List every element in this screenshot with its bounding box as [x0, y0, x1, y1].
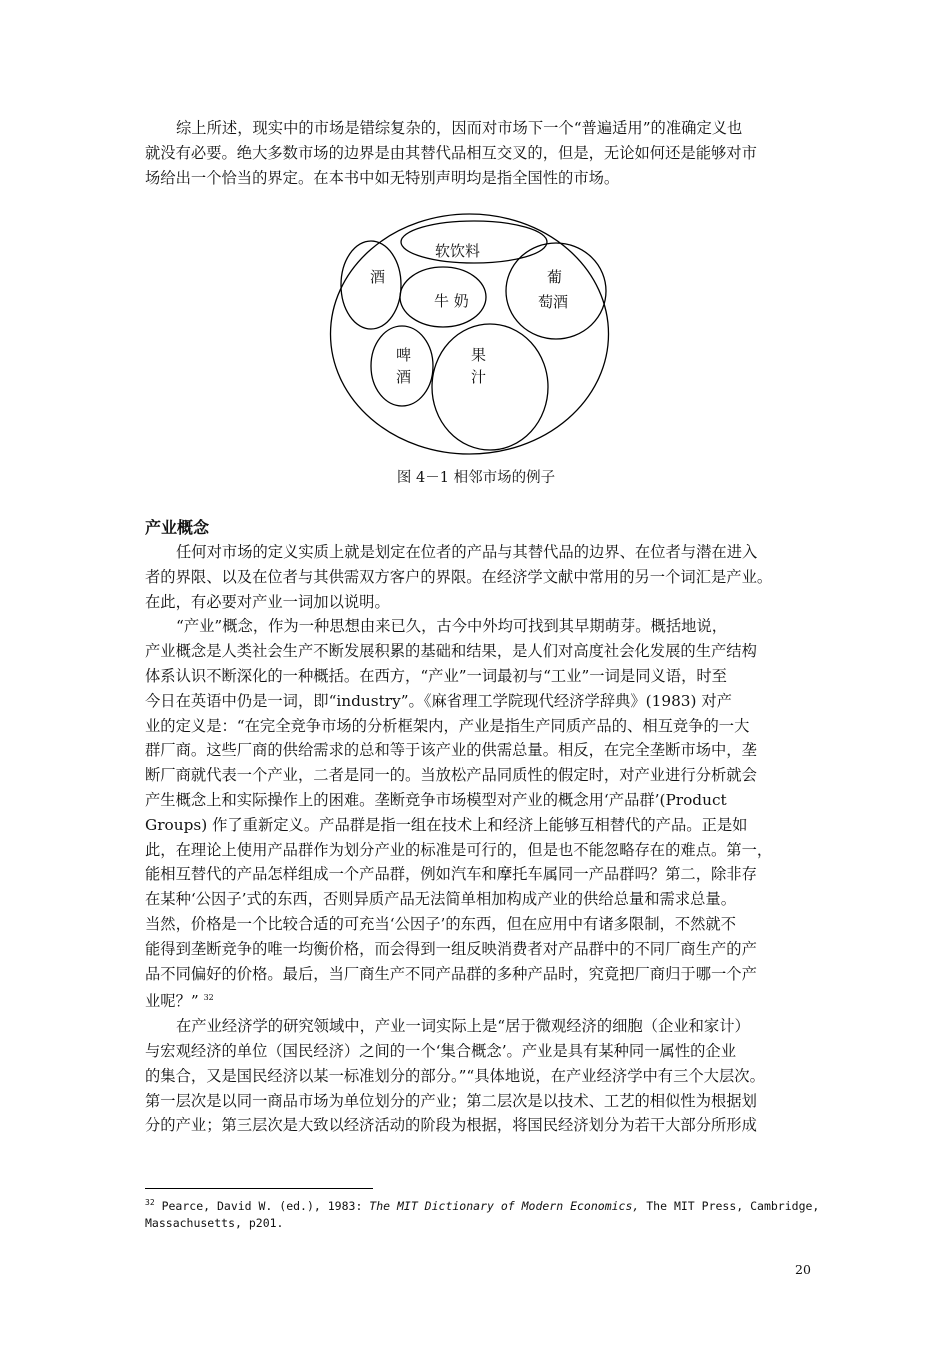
- text-line: 业的定义是：“在完全竞争市场的分析框架内，产业是指生产同质产品的、相互竞争的一大: [145, 716, 750, 735]
- text-line: 场给出一个恰当的界定。在本书中如无特别声明均是指全国性的市场。: [145, 168, 620, 187]
- text-line: 在某种‘公因子’式的东西，否则异质产品无法简单相加构成产业的供给总量和需求总量。: [145, 890, 737, 909]
- footnote-text: Pearce, David W. (ed.), 1983:: [161, 1198, 370, 1213]
- text-line: 群厂商。这些厂商的供给需求的总和等于该产业的供需总量。相反，在完全垄断市场中，垄: [145, 741, 757, 760]
- text-line: 分的产业；第三层次是大致以经济活动的阶段为根据，将国民经济划分为若干大部分所形成: [145, 1116, 757, 1135]
- text-line: 产生概念上和实际操作上的困难。垄断竞争市场模型对产业的概念用‘产品群’(Product: [145, 790, 727, 809]
- footnote-line: [145, 1194, 820, 1215]
- text-line: 品不同偏好的价格。最后，当厂商生产不同产品群的多种产品时，究竟把厂商归于哪一个产: [145, 964, 757, 983]
- text-line: 当然，价格是一个比较合适的可充当‘公因子’的东西，但在应用中有诸多限制，不然就不: [145, 914, 737, 933]
- footnote-text: The MIT Press, Cambridge,: [639, 1198, 820, 1213]
- text-line: 体系认识不断深化的一种概括。在西方，“产业”一词最初与“工业”一词是同义语，时至: [145, 666, 727, 685]
- juice-label-1: 果: [471, 346, 487, 364]
- text-line: 综上所述，现实中的市场是错综复杂的，因而对市场下一个“普遍适用”的准确定义也: [176, 119, 743, 137]
- text-line: 断厂商就代表一个产业，二者是同一的。当放松产品同质性的假定时，对产业进行分析就会: [145, 766, 757, 785]
- liquor-label: 酒: [370, 268, 386, 286]
- text-line: 在此，有必要对产业一词加以说明。: [145, 592, 390, 611]
- text-line: 在产业经济学的研究领域中，产业一词实际上是“居于微观经济的细胞（企业和家计）: [176, 1017, 750, 1036]
- beer-label-2: 酒: [396, 368, 412, 386]
- body-text: [145, 540, 810, 1138]
- wine-label-2: 萄酒: [538, 293, 569, 311]
- text-line: [145, 986, 810, 1014]
- text-line: 能相互替代的产品怎样组成一个产品群，例如汽车和摩托车属同一产品群吗？第二，除非存: [145, 865, 757, 884]
- milk-label: 牛 奶: [434, 292, 469, 310]
- text-fragment: 业呢？”: [145, 992, 199, 1011]
- text-line: 与宏观经济的单位（国民经济）之间的一个‘集合概念’。产业是具有某种同一属性的企业: [145, 1042, 737, 1061]
- footnote-number: 32: [145, 1198, 155, 1207]
- text-line: 的集合，又是国民经济以某一标准划分的部分。”“具体地说，在产业经济学中有三个大层次。: [145, 1066, 765, 1085]
- text-line: 者的界限、以及在位者与其供需双方客户的界限。在经济学文献中常用的另一个词汇是产业。: [145, 567, 773, 586]
- text-line: 产业概念是人类社会生产不断发展积累的基础和结果，是人们对高度社会化发展的生产结构: [145, 642, 757, 661]
- footnote-divider: [145, 1188, 373, 1189]
- beer-label-1: 啤: [396, 346, 412, 364]
- page-number: 20: [795, 1262, 811, 1277]
- beer-ellipse: [371, 326, 433, 406]
- section-heading: 产业概念: [145, 518, 210, 537]
- wine-label-1: 葡: [547, 268, 563, 286]
- text-line: 任何对市场的定义实质上就是划定在位者的产品与其替代品的边界、在位者与潜在进入: [176, 543, 758, 561]
- adjacent-markets-diagram: [328, 212, 611, 456]
- footnote-title: The MIT Dictionary of Modern Economics,: [369, 1198, 640, 1213]
- wine-ellipse: [506, 243, 606, 339]
- text-line: Groups) 作了重新定义。产品群是指一组在技术上和经济上能够互相替代的产品。正是如: [145, 815, 748, 834]
- text-line: “产业”概念，作为一种思想由来已久，古今中外均可找到其早期萌芽。概括地说，: [176, 617, 728, 636]
- footnote: [145, 1194, 820, 1232]
- juice-ellipse: [432, 324, 548, 450]
- text-line: 今日在英语中仍是一词，即“industry”。《麻省理工学院现代经济学辞典》(1983) 对产: [145, 691, 732, 710]
- paragraph-intro: [145, 116, 810, 190]
- footnote-line: Massachusetts, p201.: [145, 1215, 284, 1230]
- text-line: 就没有必要。绝大多数市场的边界是由其替代品相互交叉的，但是，无论如何还是能够对市: [145, 143, 757, 162]
- figure-caption: 图 4－1 相邻市场的例子: [396, 470, 556, 486]
- soft-drinks-label: 软饮料: [435, 242, 481, 260]
- text-line: 能得到垄断竞争的唯一均衡价格，而会得到一组反映消费者对产品群中的不同厂商生产的产: [145, 939, 757, 958]
- text-line: 此，在理论上使用产品群作为划分产业的标准是可行的，但是也不能忽略存在的难点。第一，: [145, 840, 773, 859]
- footnote-reference[interactable]: 32: [203, 993, 214, 1003]
- juice-label-2: 汁: [471, 368, 487, 386]
- text-line: 第一层次是以同一商品市场为单位划分的产业；第二层次是以技术、工艺的相似性为根据划: [145, 1091, 757, 1110]
